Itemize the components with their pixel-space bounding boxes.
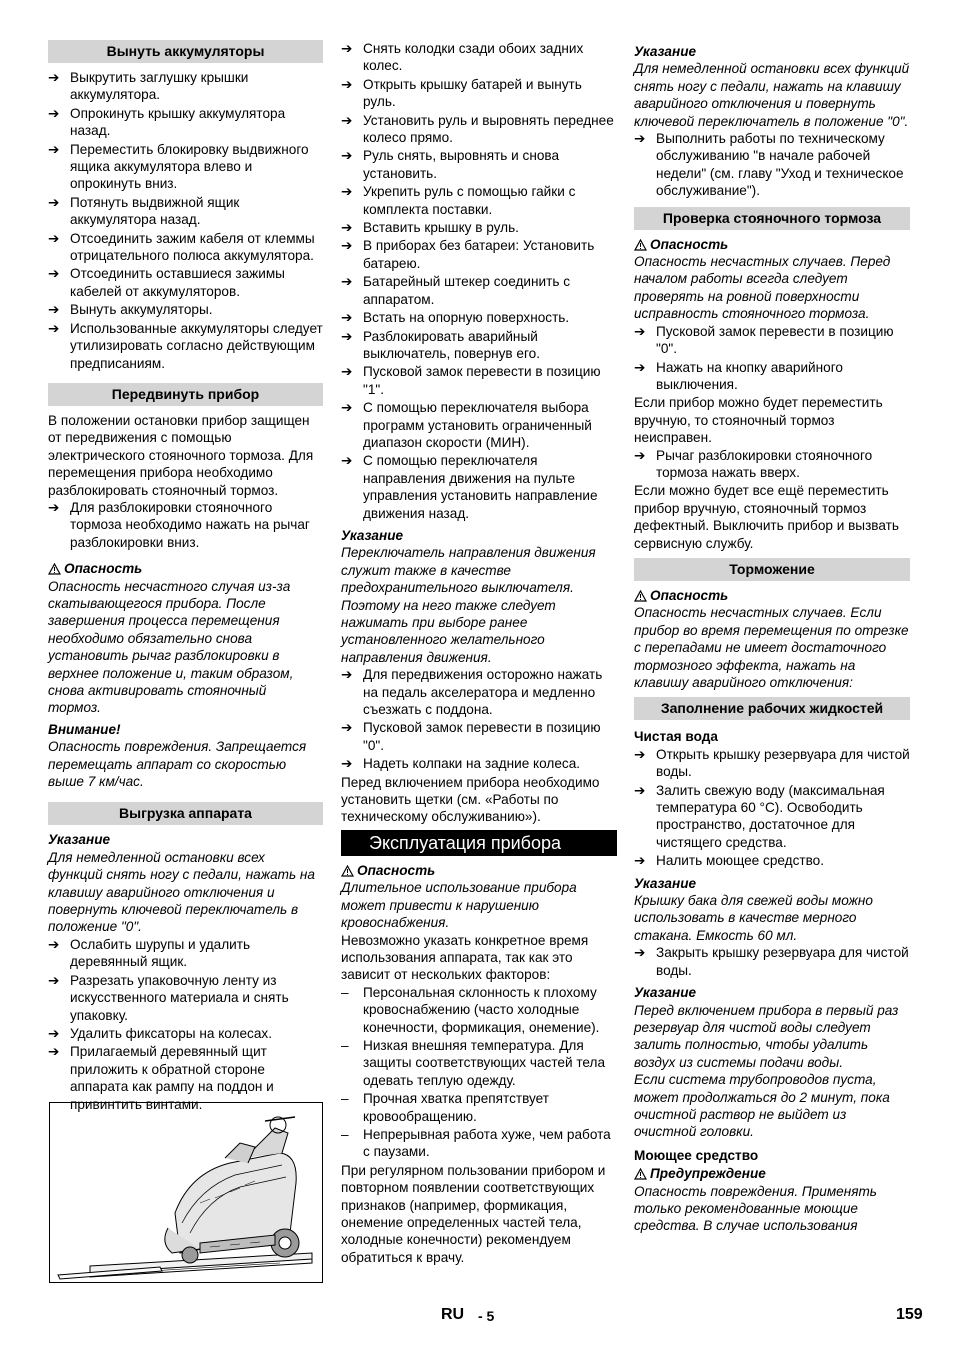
list-item: ➔ Удалить фиксаторы на колесах. <box>48 1025 272 1041</box>
list-item: ➔ Пусковой замок перевести в позицию "0". <box>634 323 894 357</box>
arrow-right-icon: ➔ <box>634 782 646 798</box>
arrow-right-icon: ➔ <box>341 667 353 683</box>
arrow-right-icon: ➔ <box>634 853 646 869</box>
remove-batteries-steps <box>48 69 323 372</box>
list-item: ➔ С помощью переключателя направления движения на пульте управления установить направление движения назад. <box>341 453 598 521</box>
arrow-right-icon: ➔ <box>634 323 646 339</box>
arrow-right-icon: ➔ <box>48 105 60 121</box>
list-item: – Персональная склонность к плохому кровоснабжению (часто холодные конечности, формикация, онемение). <box>341 984 600 1035</box>
list-item: ➔ Нажать на кнопку аварийного выключения. <box>634 359 843 392</box>
arrow-right-icon: ➔ <box>48 141 60 157</box>
danger-text: Опасность несчастных случаев. Если прибор во время перемещения по отрезке с перепадами не имеет достаточного тормозного эффекта, нажать на клавишу аварийного отключения: <box>634 605 909 690</box>
section-title-operation: Эксплуатация прибора <box>341 830 617 856</box>
note-text: Переключатель направления движения служит также в качестве предохранительного выключателя. Поэтому на него также следует нажимать при выборе ранее установленного желательного направления движения. <box>341 545 596 665</box>
list-item: ➔ В приборах без батареи: Установить батарею. <box>341 238 595 271</box>
list-item: ➔ Выкрутить заглушку крышки аккумулятора. <box>48 70 249 103</box>
arrow-right-icon: ➔ <box>48 972 60 988</box>
note-label: Указание <box>48 832 111 848</box>
list-item: ➔ Залить свежую воду (максимальная температура 60 °C). Освободить пространство, достаточное для чистящего средства. <box>634 782 885 850</box>
warning-triangle-icon <box>634 587 650 604</box>
list-item: ➔ Для передвижения осторожно нажать на педаль акселератора и медленно съезжать с поддона. <box>341 667 603 718</box>
machine-ramp-drawing <box>50 1103 322 1282</box>
list-item: ➔ Выполнить работы по техническому обслуживанию "в начале рабочей недели" (см. главу "Уход и техническое обслуживание"). <box>634 131 904 199</box>
section-title-remove-batteries: Вынуть аккумуляторы <box>48 40 323 63</box>
note-label: Указание <box>634 985 697 1001</box>
brake-text-b: Если можно будет все ещё переместить прибор вручную, стояночный тормоз дефектный. Выключить прибор и вызвать сервисную службу. <box>634 483 899 551</box>
list-item: ➔ Потянуть выдвижной ящик аккумулятора назад. <box>48 194 240 228</box>
arrow-right-icon: ➔ <box>48 70 60 85</box>
note-label: Указание <box>341 527 404 543</box>
note-text: Крышку бака для свежей воды можно использовать в качестве мерного стакана. Емкость 60 мл. <box>634 893 873 943</box>
list-item: ➔ Отсоединить оставшиеся зажимы кабелей от аккумуляторов. <box>48 266 285 299</box>
list-item: – Непрерывная работа хуже, чем работа с паузами. <box>341 1126 611 1160</box>
footer-language: RU <box>441 1306 465 1323</box>
section-title-move-device: Передвинуть прибор <box>48 383 323 406</box>
list-item: ➔ Пусковой замок перевести в позицию "1". <box>341 364 601 397</box>
danger-text: Опасность несчастного случая из-за скатывающегося прибора. После завершения процесса перемещения необходимо обязательно снова установить рычаг разблокировки в верхнее положение и, таким образом, снова активировать стояночный тормоз. <box>48 578 294 716</box>
list-item: – Прочная хватка препятствует кровообращению. <box>341 1091 550 1124</box>
arrow-right-icon: ➔ <box>48 1044 60 1060</box>
warning-triangle-icon <box>341 862 357 879</box>
list-item: ➔ Руль снять, выровнять и снова установить. <box>341 148 560 181</box>
arrow-right-icon: ➔ <box>634 746 646 762</box>
list-item: ➔ Надеть колпаки на задние колеса. <box>341 756 581 772</box>
arrow-right-icon: ➔ <box>341 112 353 128</box>
list-item: ➔ Открыть крышку батарей и вынуть руль. <box>341 76 582 110</box>
list-item: ➔ Налить моющее средство. <box>634 853 824 869</box>
list-item: ➔ Закрыть крышку резервуара для чистой воды. <box>634 945 909 978</box>
list-item: ➔ Разрезать упаковочную ленту из искусственного материала и снять упаковку. <box>48 972 289 1023</box>
list-item: ➔ С помощью переключателя выбора программ установить ограниченный диапазон скорости (МИН). <box>341 400 592 450</box>
list-item: ➔ Переместить блокировку выдвижного ящика аккумулятора влево и опрокинуть вниз. <box>48 141 309 192</box>
arrow-right-icon: ➔ <box>634 131 646 147</box>
arrow-right-icon: ➔ <box>48 266 60 282</box>
list-item: ➔ Укрепить руль с помощью гайки с комплекта поставки. <box>341 184 576 217</box>
note-text: Для немедленной остановки всех функций снять ногу с педали, нажать на клавишу аварийного отключения и повернуть ключевой переключатель в положение "0". <box>48 849 315 935</box>
arrow-right-icon: ➔ <box>341 400 353 416</box>
arrow-right-icon: ➔ <box>48 230 60 246</box>
arrow-right-icon: ➔ <box>634 447 646 463</box>
arrow-right-icon: ➔ <box>48 936 60 952</box>
warning-triangle-icon <box>634 1165 650 1182</box>
danger-text: Длительное использование прибора может привести к нарушению кровоснабжения. <box>341 880 577 931</box>
arrow-right-icon: ➔ <box>341 148 353 164</box>
subheading-detergent: Моющее средство <box>634 1147 759 1163</box>
attention-label: Внимание! <box>48 721 121 737</box>
list-item: ➔ Встать на опорную поверхность. <box>341 310 570 326</box>
arrow-right-icon: ➔ <box>341 238 353 254</box>
arrow-right-icon: ➔ <box>341 41 353 56</box>
warning-label: Предупреждение <box>634 1165 910 1182</box>
list-item: ➔ Использованные аккумуляторы следует утилизировать согласно действующим предписаниям. <box>48 320 323 371</box>
list-item: ➔ Отсоединить зажим кабеля от клеммы отрицательного полюса аккумулятора. <box>48 230 315 264</box>
unloading-illustration <box>49 1102 323 1283</box>
arrow-right-icon: ➔ <box>48 320 60 336</box>
note-text: Для немедленной остановки всех функций снять ногу с педали, нажать на клавишу аварийного отключения и повернуть ключевой переключатель в положение "0". <box>634 61 910 129</box>
warning-text: Опасность повреждения. Применять только рекомендованные моющие средства. В случае использования <box>634 1183 877 1234</box>
attention-text: Опасность повреждения. Запрещается перемещать аппарат со скоростью выше 7 км/час. <box>48 739 307 790</box>
arrow-right-icon: ➔ <box>341 76 353 92</box>
footer-local-page: - 5 <box>478 1308 495 1324</box>
list-item: ➔ Прилагаемый деревянный щит приложить к обратной стороне аппарата как рампу на поддон и привинтить винтами. <box>48 1044 274 1112</box>
column-3 <box>634 40 910 1235</box>
arrow-right-icon: ➔ <box>341 310 353 326</box>
arrow-right-icon: ➔ <box>48 1025 60 1041</box>
list-item: ➔ Ослабить шурупы и удалить деревянный ящик. <box>48 936 251 970</box>
note-label: Указание <box>634 44 697 59</box>
unloading-steps-continued <box>341 40 617 522</box>
danger-label: Опасность <box>48 560 323 577</box>
danger-label: Опасность <box>634 587 910 604</box>
footer-page-number: 159 <box>896 1306 923 1323</box>
doctor-text: При регулярном пользовании прибором и повторном появлении соответствующих признаков (например, формикация, онемение определенных частей тела, холодные конечности) рекомендуем обратиться к врачу. <box>341 1162 606 1265</box>
arrow-right-icon: ➔ <box>634 359 646 375</box>
arrow-right-icon: ➔ <box>634 945 646 961</box>
brake-text-a: Если прибор можно будет переместить вручную, то стояночный тормоз неисправен. <box>634 395 883 446</box>
list-item: ➔ Установить руль и выровнять переднее колесо прямо. <box>341 112 614 146</box>
section-title-unloading: Выгрузка аппарата <box>48 802 323 825</box>
arrow-right-icon: ➔ <box>341 220 353 236</box>
list-item: ➔ Открыть крышку резервуара для чистой воды. <box>634 746 910 780</box>
danger-label: Опасность <box>341 862 617 879</box>
factors-text: Невозможно указать конкретное время использования аппарата, так как это зависит от нескольких факторов: <box>341 932 589 983</box>
list-item: ➔ Батарейный штекер соединить с аппаратом. <box>341 274 570 307</box>
note-text: Перед включением прибора в первый раз резервуар для чистой воды следует залить полностью, чтобы удалить воздух из системы подачи воды. <box>634 1002 899 1070</box>
list-item: ➔ Разблокировать аварийный выключатель, повернув его. <box>341 328 540 361</box>
danger-text: Опасность несчастных случаев. Перед началом работы всегда следует проверять на ровной поверхности исправность стояночного тормоза. <box>634 254 891 322</box>
arrow-right-icon: ➔ <box>341 453 353 469</box>
list-item: ➔ Вынуть аккумуляторы. <box>48 302 213 318</box>
danger-label: Опасность <box>634 236 910 253</box>
column-1 <box>48 40 323 1114</box>
list-item: – Низкая внешняя температура. Для защиты соответствующих частей тела одевать теплую одежду. <box>341 1037 605 1088</box>
section-title-braking: Торможение <box>634 558 910 581</box>
column-2 <box>341 40 617 1266</box>
arrow-right-icon: ➔ <box>341 364 353 380</box>
list-item: ➔ Вставить крышку в руль. <box>341 220 519 236</box>
subheading-fresh-water: Чистая вода <box>634 729 718 745</box>
brushes-text: Перед включением прибора необходимо установить щетки (см. «Работы по техническому обслуживанию»). <box>341 774 600 825</box>
list-item: ➔ Пусковой замок перевести в позицию "0". <box>341 720 601 753</box>
note-label: Указание <box>634 875 697 891</box>
section-title-parking-brake: Проверка стояночного тормоза <box>634 207 910 230</box>
move-device-text: В положении остановки прибор защищен от передвижения с помощью электрического стояночного тормоза. Для перемещения прибора необходимо разблокировать стояночный тормоз. <box>48 412 314 498</box>
warning-triangle-icon <box>634 236 650 253</box>
arrow-right-icon: ➔ <box>341 184 353 200</box>
arrow-right-icon: ➔ <box>48 499 60 515</box>
arrow-right-icon: ➔ <box>48 302 60 318</box>
arrow-right-icon: ➔ <box>48 194 60 210</box>
section-title-fluids: Заполнение рабочих жидкостей <box>634 697 910 720</box>
arrow-right-icon: ➔ <box>341 720 353 736</box>
list-item: ➔ Рычаг разблокировки стояночного тормоза нажать вверх. <box>634 447 873 480</box>
list-item: ➔ Снять колодки сзади обоих задних колес. <box>341 41 584 74</box>
list-item: ➔ Для разблокировки стояночного тормоза необходимо нажать на рычаг разблокировки вниз. <box>48 499 310 550</box>
warning-triangle-icon <box>48 560 64 577</box>
list-item: ➔ Опрокинуть крышку аккумулятора назад. <box>48 105 286 139</box>
arrow-right-icon: ➔ <box>341 274 353 290</box>
note-text: Если система трубопроводов пуста, может продолжаться до 2 минут, пока очистной раствор не выйдет из очистной головки. <box>634 1072 890 1140</box>
arrow-right-icon: ➔ <box>341 328 353 344</box>
arrow-right-icon: ➔ <box>341 756 353 772</box>
